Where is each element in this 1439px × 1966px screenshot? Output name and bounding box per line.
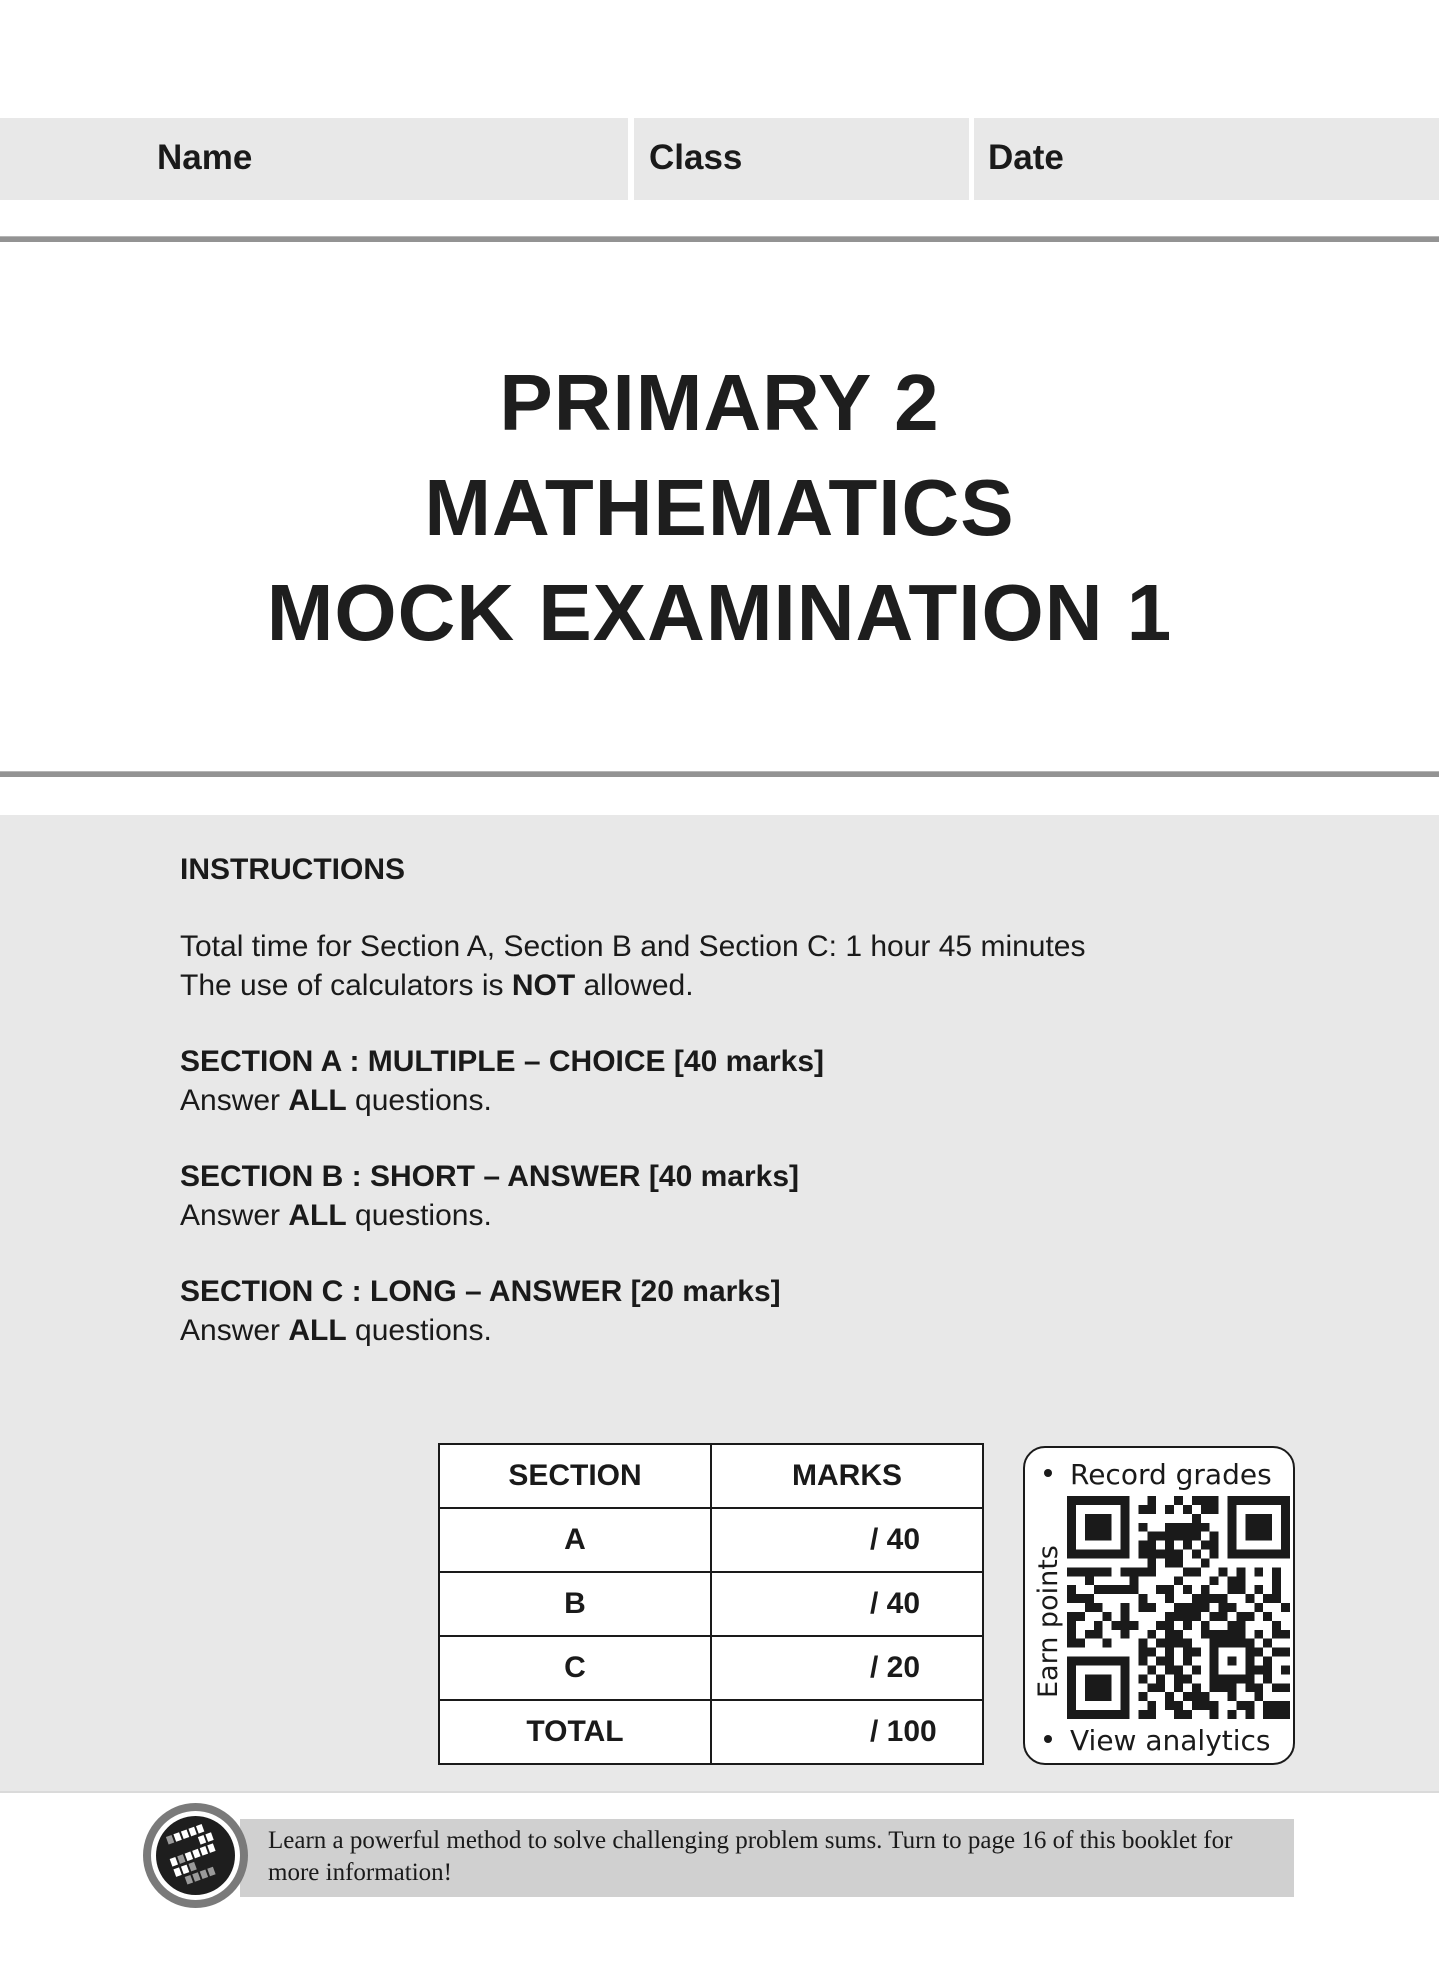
marks-table [438, 1443, 984, 1765]
table-row-total [439, 1700, 983, 1764]
student-info-header [0, 118, 1439, 200]
table-row [439, 1636, 983, 1700]
bullet-icon [1044, 1469, 1052, 1477]
divider-bottom [0, 771, 1439, 777]
abacus-grid-icon [156, 1816, 235, 1895]
section-c-instructions: SECTION C : LONG – ANSWER [20 marks] Answer ALL questions. [180, 1272, 781, 1350]
calculator-rule: The use of calculators is NOT allowed. [180, 969, 694, 1002]
qr-top-label: Record grades [1025, 1458, 1293, 1491]
class-field[interactable] [634, 118, 969, 200]
marks-cell[interactable]: / 40 [711, 1508, 983, 1572]
section-b-instructions: SECTION B : SHORT – ANSWER [40 marks] Answer ALL questions. [180, 1157, 799, 1235]
page-title [0, 350, 1439, 665]
section-c-title: SECTION C : LONG – ANSWER [20 marks] [180, 1275, 781, 1308]
name-field[interactable] [0, 118, 628, 200]
bullet-icon [1044, 1735, 1052, 1743]
qr-card[interactable] [1023, 1446, 1295, 1765]
footer-promo-text: Learn a powerful method to solve challenging problem sums. Turn to page 16 of this booklet for more information! [268, 1827, 1233, 1886]
name-label: Name [157, 138, 253, 177]
title-grade: PRIMARY 2 [499, 358, 940, 447]
total-time-text: Total time for Section A, Section B and Section C: 1 hour 45 minutes [180, 930, 1086, 963]
date-label: Date [988, 138, 1064, 177]
marks-cell[interactable]: / 40 [711, 1572, 983, 1636]
title-subject: MATHEMATICS [424, 463, 1015, 552]
class-label: Class [649, 138, 743, 177]
total-marks-cell[interactable]: / 100 [711, 1700, 983, 1764]
section-cell: A [439, 1508, 711, 1572]
instructions-heading: INSTRUCTIONS [180, 853, 405, 886]
section-cell: B [439, 1572, 711, 1636]
table-row [439, 1572, 983, 1636]
table-row [439, 1508, 983, 1572]
marks-cell[interactable]: / 20 [711, 1636, 983, 1700]
qr-side-label: Earn points [1033, 1545, 1064, 1698]
footer-promo-bar [240, 1819, 1294, 1897]
total-label-cell: TOTAL [439, 1700, 711, 1764]
section-b-title: SECTION B : SHORT – ANSWER [40 marks] [180, 1160, 799, 1193]
date-field[interactable] [974, 118, 1439, 200]
section-a-instructions: SECTION A : MULTIPLE – CHOICE [40 marks] Answer ALL questions. [180, 1042, 824, 1120]
section-cell: C [439, 1636, 711, 1700]
qr-bottom-label: View analytics [1025, 1724, 1293, 1757]
divider-top [0, 236, 1439, 242]
qr-code-icon[interactable] [1067, 1496, 1290, 1719]
title-exam: MOCK EXAMINATION 1 [266, 568, 1173, 657]
abacus-badge-icon [143, 1803, 248, 1908]
general-instructions [180, 927, 1086, 1005]
table-header-row [439, 1444, 983, 1508]
section-a-title: SECTION A : MULTIPLE – CHOICE [40 marks] [180, 1045, 824, 1078]
calculator-emphasis: NOT [511, 969, 576, 1002]
header-marks: MARKS [711, 1444, 983, 1508]
header-section: SECTION [439, 1444, 711, 1508]
